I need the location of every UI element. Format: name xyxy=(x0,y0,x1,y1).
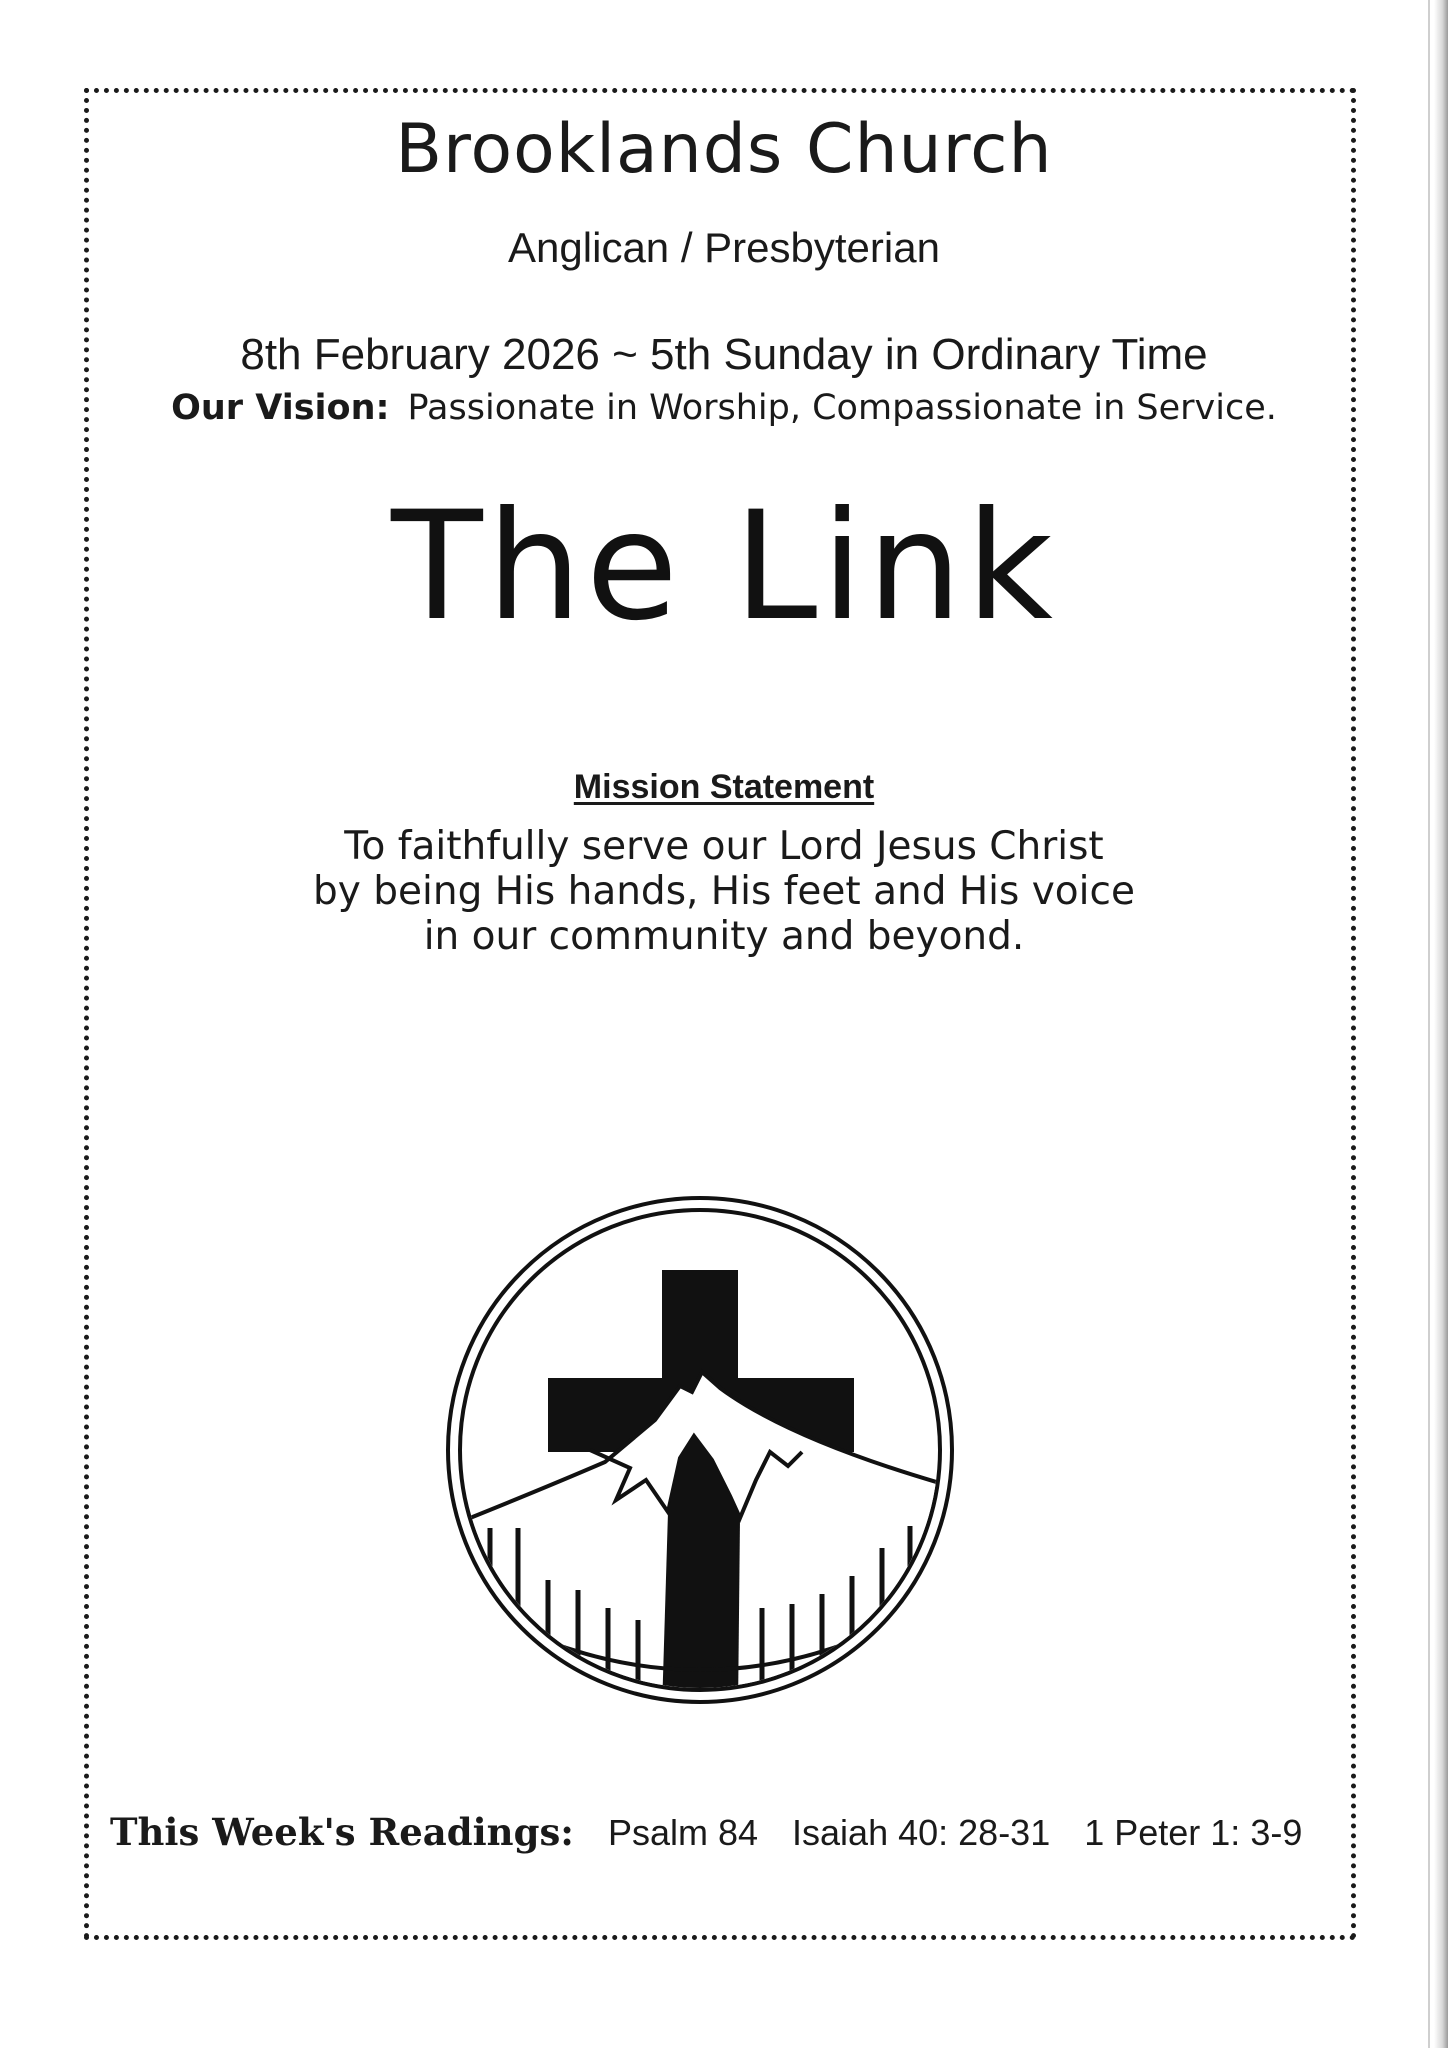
mission-statement xyxy=(0,824,1448,959)
cross-mountain-logo-icon xyxy=(440,1190,960,1710)
reading-item: 1 Peter 1: 3-9 xyxy=(1084,1812,1303,1853)
service-date: 8th February 2026 ~ 5th Sunday in Ordinary Time xyxy=(240,330,1208,379)
readings-line xyxy=(110,1810,1350,1854)
readings-label: This Week's Readings: xyxy=(110,1810,574,1854)
mission-line: by being His hands, His feet and His voice xyxy=(313,869,1135,914)
newsletter-title: The Link xyxy=(391,480,1057,654)
page-edge xyxy=(1434,0,1448,2048)
mission-line: To faithfully serve our Lord Jesus Christ xyxy=(344,824,1104,869)
church-name: Brooklands Church xyxy=(395,110,1053,189)
vision-statement xyxy=(0,388,1448,428)
mission-line: in our community and beyond. xyxy=(423,914,1025,959)
reading-item: Isaiah 40: 28-31 xyxy=(792,1812,1051,1853)
page-fold-line xyxy=(1428,0,1430,2048)
mission-heading: Mission Statement xyxy=(573,768,875,806)
reading-item: Psalm 84 xyxy=(607,1812,759,1853)
vision-text: Passionate in Worship, Compassionate in Service. xyxy=(407,388,1277,428)
denomination: Anglican / Presbyterian xyxy=(508,224,940,271)
vision-label: Our Vision: xyxy=(171,388,390,428)
